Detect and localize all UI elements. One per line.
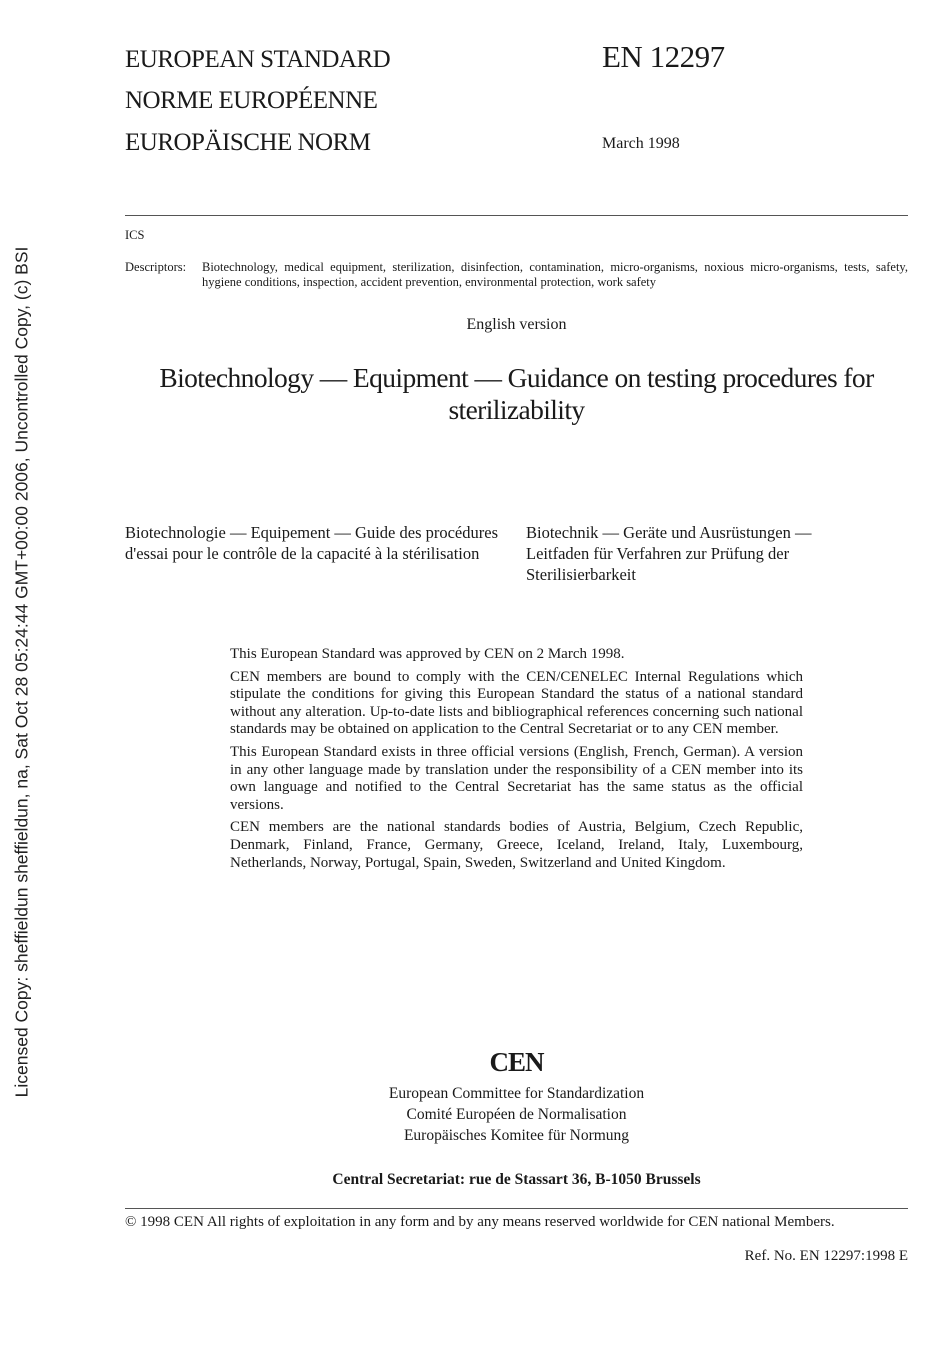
version-label: English version [466,316,567,333]
approval-text [230,646,803,877]
central-secretariat: Central Secretariat: rue de Stassart 36, B-1050 Brussels [332,1171,701,1188]
header-line-de: EUROPÄISCHE NORM [125,129,371,156]
header-line-fr: NORME EUROPÉENNE [125,87,378,114]
cen-logo: CEN [489,1047,544,1077]
license-watermark: Licensed Copy: sheffieldun sheffieldun, na, Sat Oct 28 05:24:44 GMT+00:00 2006, Uncontrolled Copy, (c) BSI [11,246,32,1098]
cen-name-fr: Comité Européen de Normalisation [406,1106,627,1123]
paragraph: CEN members are the national standards bodies of Austria, Belgium, Czech Republic, Denmark, Finland, France, Germany, Greece, Iceland, Ireland, Italy, Luxembourg, Netherlands, Norway, Portugal, Spain, Sweden, Switzerland and United Kingdom. [230,819,803,871]
cen-name-en: European Committee for Standardization [388,1085,645,1102]
reference-number: Ref. No. EN 12297:1998 E [744,1248,908,1264]
title-german: Biotechnik — Geräte und Ausrüstungen — Leitfaden für Verfahren zur Prüfung der Sterilisierbarkeit [526,523,812,584]
header-line-en: EUROPEAN STANDARD [125,46,391,73]
paragraph: This European Standard exists in three official versions (English, French, German). A version in any other language made by translation under the responsibility of a CEN member into its own language and notified to the Central Secretariat has the same status as the official versions. [230,743,803,813]
paragraph: This European Standard was approved by CEN on 2 March 1998. [230,646,625,662]
copyright-notice: © 1998 CEN All rights of exploitation in any form and by any means reserved worldwide for CEN national Members. [125,1214,835,1230]
footer-divider [125,1208,908,1209]
descriptors-text: Biotechnology, medical equipment, sterilization, disinfection, contamination, micro-organisms, noxious micro-organisms, tests, safety, hygiene conditions, inspection, accident prevention, environmental protection, work safety [202,260,908,289]
standard-number: EN 12297 [602,39,725,74]
descriptors-label: Descriptors: [125,260,187,274]
ics-label: ICS [125,228,145,242]
cen-name-de: Europäisches Komitee für Normung [403,1127,630,1144]
title-french: Biotechnologie — Equipement — Guide des procédures d'essai pour le contrôle de la capacité à la stérilisation [125,523,498,563]
publication-date: March 1998 [602,135,680,152]
document-title: Biotechnology — Equipment — Guidance on testing procedures for sterilizability [159,362,874,425]
header-divider [125,215,908,216]
paragraph: CEN members are bound to comply with the CEN/CENELEC Internal Regulations which stipulate the conditions for giving this European Standard the status of a national standard without any alteration. Up-to-date lists and bibliographical references concerning such national standards may be obtained on application to the Central Secretariat or to any CEN member. [230,668,803,738]
